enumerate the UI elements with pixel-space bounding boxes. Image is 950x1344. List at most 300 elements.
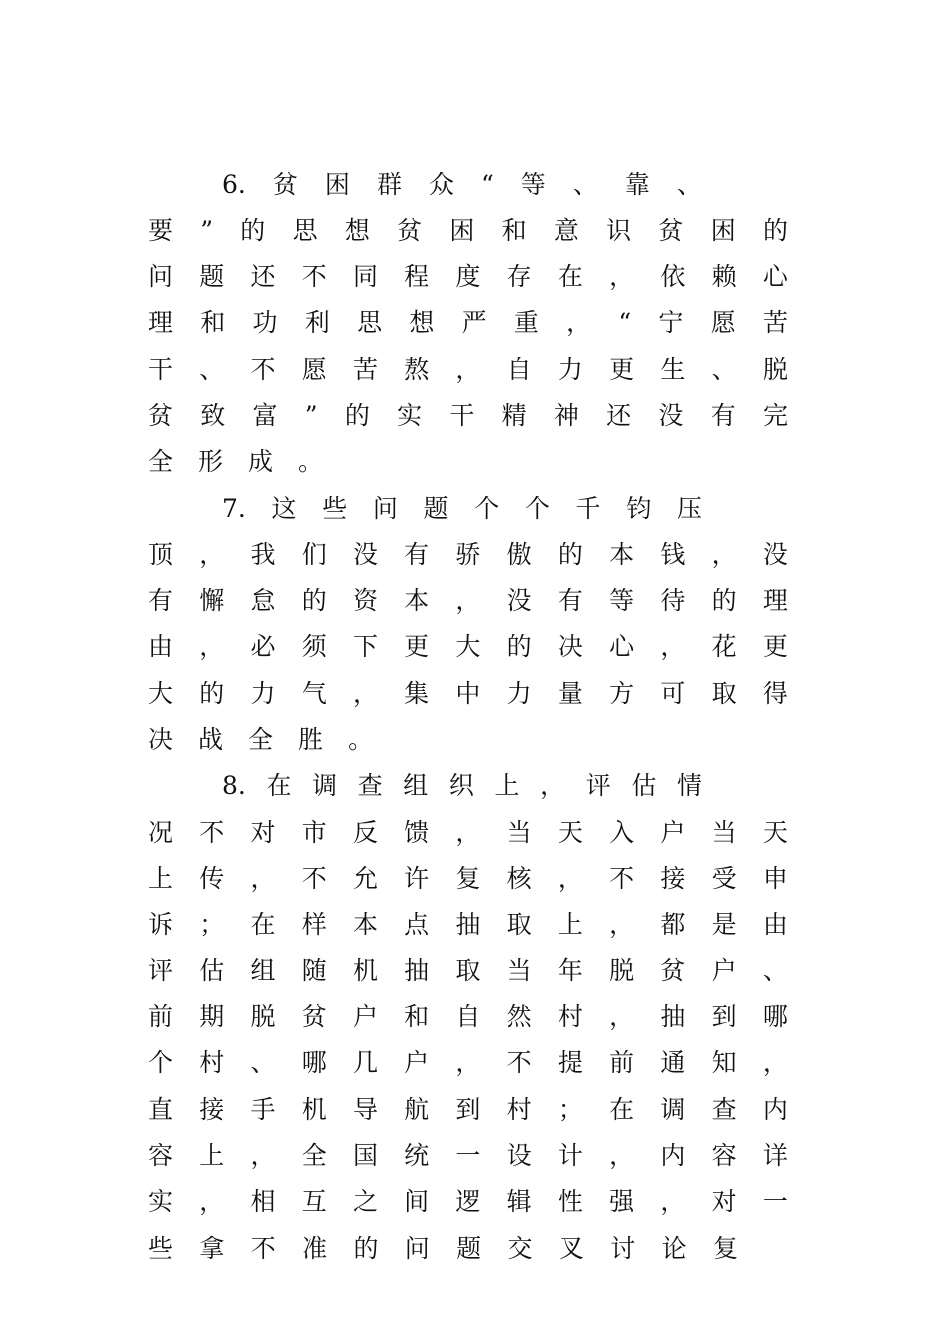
text-glyph: 设 [506, 1141, 532, 1170]
text-glyph: 有 [710, 401, 736, 430]
text-glyph: 理 [148, 308, 174, 337]
text-glyph: 详 [762, 1141, 788, 1170]
text-line [148, 439, 788, 485]
text-glyph: 机 [301, 1095, 327, 1124]
text-glyph: 接 [199, 1095, 225, 1124]
text-glyph: 困 [324, 170, 350, 199]
text-glyph: 户 [352, 1002, 378, 1031]
text-glyph: 户 [404, 1048, 430, 1077]
text-glyph: 的 [199, 679, 225, 708]
text-glyph: 问 [372, 494, 398, 523]
text-glyph: 个 [524, 494, 550, 523]
text-glyph: 力 [557, 355, 583, 384]
text-glyph: 精 [501, 401, 527, 430]
text-glyph: ， [455, 355, 481, 384]
text-glyph: 不 [250, 1234, 276, 1263]
text-line [222, 162, 702, 208]
text-line [148, 994, 788, 1040]
text-glyph: 抽 [404, 956, 430, 985]
text-glyph: 傲 [506, 540, 532, 569]
text-glyph: 功 [252, 308, 278, 337]
text-line [148, 578, 788, 624]
text-glyph: 通 [660, 1048, 686, 1077]
text-glyph: 取 [711, 679, 737, 708]
text-glyph: 中 [455, 679, 481, 708]
text-glyph: 有 [148, 586, 174, 615]
text-glyph: 思 [292, 216, 318, 245]
text-glyph: 有 [557, 586, 583, 615]
text-glyph: 更 [609, 355, 635, 384]
text-glyph: 性 [557, 1187, 583, 1216]
text-glyph: 下 [352, 632, 378, 661]
text-glyph: 存 [506, 262, 532, 291]
text-glyph: 申 [762, 864, 788, 893]
text-glyph: 千 [575, 494, 601, 523]
text-line [148, 532, 788, 578]
text-glyph: “ [481, 170, 494, 199]
text-glyph: 必 [250, 632, 276, 661]
text-line [148, 254, 788, 300]
text-glyph: ， [557, 864, 583, 893]
text-glyph: 思 [357, 308, 383, 337]
text-glyph: 还 [250, 262, 276, 291]
text-glyph: 不 [301, 262, 327, 291]
text-glyph: ， [455, 586, 481, 615]
text-glyph: 决 [148, 725, 174, 754]
text-glyph: 手 [250, 1095, 276, 1124]
text-glyph: 没 [352, 540, 378, 569]
text-glyph: 困 [710, 216, 736, 245]
text-glyph: 心 [609, 632, 635, 661]
text-glyph: 群 [376, 170, 402, 199]
text-glyph: 接 [660, 864, 686, 893]
text-glyph: 神 [553, 401, 579, 430]
text-glyph: ， [609, 1002, 635, 1031]
text-glyph: 一 [762, 1187, 788, 1216]
text-glyph: 宁 [658, 308, 684, 337]
text-glyph: 战 [198, 725, 224, 754]
text-glyph: 市 [301, 818, 327, 847]
text-glyph: 前 [609, 1048, 635, 1077]
text-glyph: 抽 [455, 910, 481, 939]
text-line [148, 810, 788, 856]
text-glyph: 力 [506, 679, 532, 708]
text-glyph: 在 [266, 771, 292, 800]
text-glyph: 贫 [660, 956, 686, 985]
text-line [148, 1040, 788, 1086]
text-glyph: 严 [461, 308, 487, 337]
text-glyph: 问 [148, 262, 174, 291]
text-glyph: 村 [199, 1048, 225, 1077]
text-glyph: 对 [711, 1187, 737, 1216]
text-glyph: 更 [404, 632, 430, 661]
text-glyph: 须 [301, 632, 327, 661]
text-glyph: 许 [404, 864, 430, 893]
text-glyph: 容 [711, 1141, 737, 1170]
text-glyph: 脱 [609, 956, 635, 985]
text-glyph: ， [199, 540, 225, 569]
text-glyph: 本 [609, 540, 635, 569]
text-glyph: 得 [762, 679, 788, 708]
text-line [148, 208, 788, 254]
text-glyph: 本 [352, 910, 378, 939]
text-glyph: 困 [449, 216, 475, 245]
text-glyph: 然 [506, 1002, 532, 1031]
text-line [148, 671, 788, 717]
text-glyph: 方 [609, 679, 635, 708]
text-glyph: 8. [222, 771, 246, 800]
text-glyph: 些 [322, 494, 348, 523]
text-glyph: 愿 [710, 308, 736, 337]
text-glyph: 当 [506, 956, 532, 985]
text-glyph: ， [609, 910, 635, 939]
text-glyph: 题 [456, 1234, 482, 1263]
text-line [222, 763, 702, 809]
text-glyph: 自 [506, 355, 532, 384]
text-glyph: ； [557, 1095, 583, 1124]
text-glyph: 交 [507, 1234, 533, 1263]
text-glyph: 没 [506, 586, 532, 615]
text-glyph: 知 [711, 1048, 737, 1077]
text-glyph: 和 [404, 1002, 430, 1031]
text-line [148, 1179, 788, 1225]
text-glyph: 是 [711, 910, 737, 939]
text-glyph: 天 [762, 818, 788, 847]
text-glyph: ； [199, 910, 225, 939]
text-glyph: 辑 [506, 1187, 532, 1216]
text-glyph: 上 [494, 771, 520, 800]
text-line [148, 393, 788, 439]
text-glyph: 上 [199, 1141, 225, 1170]
text-glyph: “ [618, 308, 632, 337]
text-glyph: 完 [762, 401, 788, 430]
text-glyph: 核 [506, 864, 532, 893]
text-glyph: 贫 [272, 170, 298, 199]
text-glyph: 苦 [762, 308, 788, 337]
text-glyph: 上 [557, 910, 583, 939]
text-glyph: 理 [762, 586, 788, 615]
text-glyph: 题 [423, 494, 449, 523]
text-glyph: 年 [557, 956, 583, 985]
text-glyph: 情 [676, 771, 702, 800]
text-glyph: 反 [352, 818, 378, 847]
text-glyph: 利 [304, 308, 330, 337]
text-glyph: 题 [199, 262, 225, 291]
text-glyph: 。 [348, 725, 374, 754]
text-glyph: 抽 [660, 1002, 686, 1031]
text-glyph: 问 [404, 1234, 430, 1263]
text-line [148, 717, 788, 763]
text-glyph: ， [250, 1141, 276, 1170]
text-glyph: 论 [661, 1234, 687, 1263]
text-glyph: ， [540, 771, 566, 800]
text-glyph: 天 [557, 818, 583, 847]
text-glyph: 组 [403, 771, 429, 800]
text-glyph: 富 [252, 401, 278, 430]
text-line [148, 347, 788, 393]
text-glyph: 在 [250, 910, 276, 939]
text-glyph: 贫 [148, 401, 174, 430]
text-glyph: ， [566, 308, 592, 337]
text-glyph: 心 [762, 262, 788, 291]
text-glyph: 间 [404, 1187, 430, 1216]
text-glyph: 不 [609, 864, 635, 893]
text-glyph: 全 [148, 447, 174, 476]
text-glyph: 查 [357, 771, 383, 800]
text-glyph: 调 [312, 771, 338, 800]
text-glyph: 胜 [298, 725, 324, 754]
text-glyph: 的 [557, 540, 583, 569]
text-glyph: 复 [712, 1234, 738, 1263]
text-glyph: 钧 [626, 494, 652, 523]
text-glyph: ” [200, 216, 214, 245]
text-glyph: 组 [250, 956, 276, 985]
text-glyph: 不 [250, 355, 276, 384]
text-glyph: 允 [352, 864, 378, 893]
text-glyph: 几 [352, 1048, 378, 1077]
text-glyph: 资 [352, 586, 378, 615]
text-glyph: 愿 [301, 355, 327, 384]
text-glyph: 干 [449, 401, 475, 430]
text-glyph: 没 [658, 401, 684, 430]
text-glyph: 形 [198, 447, 224, 476]
text-glyph: 叉 [558, 1234, 584, 1263]
text-glyph: 入 [609, 818, 635, 847]
text-glyph: 这 [271, 494, 297, 523]
text-glyph: 内 [762, 1095, 788, 1124]
text-glyph: 由 [148, 632, 174, 661]
text-glyph: 计 [557, 1141, 583, 1170]
text-glyph: 的 [506, 632, 532, 661]
text-glyph: 钱 [660, 540, 686, 569]
text-glyph: 村 [506, 1095, 532, 1124]
text-glyph: 花 [711, 632, 737, 661]
text-glyph: 由 [762, 910, 788, 939]
text-glyph: 自 [455, 1002, 481, 1031]
text-glyph: 到 [455, 1095, 481, 1124]
text-glyph: 程 [404, 262, 430, 291]
text-glyph: 诉 [148, 910, 174, 939]
text-glyph: 当 [506, 818, 532, 847]
text-glyph: 和 [200, 308, 226, 337]
text-glyph: 识 [606, 216, 632, 245]
text-glyph: 们 [301, 540, 327, 569]
text-glyph: 生 [660, 355, 686, 384]
text-glyph: 集 [404, 679, 430, 708]
text-glyph: 在 [609, 1095, 635, 1124]
text-line [148, 1087, 788, 1133]
text-glyph: ， [660, 632, 686, 661]
text-glyph: 况 [148, 818, 174, 847]
text-glyph: 我 [250, 540, 276, 569]
text-line [148, 624, 788, 670]
text-glyph: 之 [352, 1187, 378, 1216]
text-glyph: 受 [711, 864, 737, 893]
text-glyph: 不 [199, 818, 225, 847]
text-glyph: 容 [148, 1141, 174, 1170]
text-glyph: 懈 [199, 586, 225, 615]
text-line [148, 300, 788, 346]
text-glyph: 量 [557, 679, 583, 708]
text-glyph: 待 [660, 586, 686, 615]
text-glyph: ， [660, 1187, 686, 1216]
text-glyph: 骄 [455, 540, 481, 569]
text-glyph: 贫 [658, 216, 684, 245]
text-line [148, 1226, 738, 1272]
text-glyph: 个 [474, 494, 500, 523]
text-line [222, 486, 702, 532]
text-glyph: 哪 [301, 1048, 327, 1077]
text-glyph: 想 [409, 308, 435, 337]
text-glyph: 致 [200, 401, 226, 430]
text-glyph: ， [711, 540, 737, 569]
text-glyph: 、 [572, 170, 598, 199]
text-glyph: 力 [250, 679, 276, 708]
text-glyph: 有 [404, 540, 430, 569]
text-glyph: 想 [344, 216, 370, 245]
text-glyph: 些 [148, 1234, 174, 1263]
text-glyph: 直 [148, 1095, 174, 1124]
text-glyph: 到 [711, 1002, 737, 1031]
text-glyph: 依 [660, 262, 686, 291]
text-glyph: ， [455, 818, 481, 847]
text-glyph: 户 [660, 818, 686, 847]
text-glyph: 的 [353, 1234, 379, 1263]
text-glyph: 互 [301, 1187, 327, 1216]
text-glyph: 评 [585, 771, 611, 800]
text-glyph: 评 [148, 956, 174, 985]
text-glyph: 复 [455, 864, 481, 893]
text-glyph: ， [250, 864, 276, 893]
text-glyph: 一 [455, 1141, 481, 1170]
text-glyph: 顶 [148, 540, 174, 569]
text-glyph: 点 [404, 910, 430, 939]
text-glyph: 传 [199, 864, 225, 893]
text-glyph: 前 [148, 1002, 174, 1031]
text-glyph: 怠 [250, 586, 276, 615]
text-glyph: 实 [397, 401, 423, 430]
text-glyph: 要 [148, 216, 174, 245]
text-glyph: 不 [506, 1048, 532, 1077]
text-glyph: 等 [609, 586, 635, 615]
text-glyph: 户 [711, 956, 737, 985]
text-glyph: 同 [352, 262, 378, 291]
text-glyph: 的 [240, 216, 266, 245]
text-glyph: 大 [148, 679, 174, 708]
text-glyph: 苦 [352, 355, 378, 384]
text-glyph: 都 [660, 910, 686, 939]
text-glyph: 相 [250, 1187, 276, 1216]
text-glyph: 期 [199, 1002, 225, 1031]
text-glyph: 等 [520, 170, 546, 199]
text-glyph: 脱 [250, 1002, 276, 1031]
text-glyph: 的 [762, 216, 788, 245]
text-glyph: 馈 [404, 818, 430, 847]
text-glyph: 查 [711, 1095, 737, 1124]
text-glyph: 调 [660, 1095, 686, 1124]
text-glyph: 7. [222, 494, 246, 523]
text-glyph: 国 [352, 1141, 378, 1170]
text-glyph: 。 [298, 447, 324, 476]
text-glyph: 、 [199, 355, 225, 384]
text-glyph: 、 [676, 170, 702, 199]
text-glyph: 压 [676, 494, 702, 523]
text-glyph: 在 [557, 262, 583, 291]
text-glyph: 逻 [455, 1187, 481, 1216]
text-glyph: 估 [631, 771, 657, 800]
text-glyph: 可 [660, 679, 686, 708]
text-glyph: 意 [553, 216, 579, 245]
text-glyph: 气 [301, 679, 327, 708]
text-glyph: 提 [557, 1048, 583, 1077]
text-line [148, 1133, 788, 1179]
text-glyph: ， [455, 1048, 481, 1077]
text-glyph: 内 [660, 1141, 686, 1170]
text-line [148, 902, 788, 948]
text-line [148, 948, 788, 994]
text-glyph: 的 [344, 401, 370, 430]
text-glyph: 赖 [711, 262, 737, 291]
text-glyph: 决 [557, 632, 583, 661]
text-glyph: 熬 [404, 355, 430, 384]
text-glyph: 的 [711, 586, 737, 615]
text-glyph: 、 [762, 956, 788, 985]
text-glyph: 靠 [624, 170, 650, 199]
text-glyph: 上 [148, 864, 174, 893]
text-glyph: ， [609, 262, 635, 291]
text-glyph: ， [199, 1187, 225, 1216]
text-glyph: 随 [301, 956, 327, 985]
text-glyph: 统 [404, 1141, 430, 1170]
text-glyph: 本 [404, 586, 430, 615]
text-glyph: 机 [352, 956, 378, 985]
text-glyph: 6. [222, 170, 246, 199]
text-glyph: 、 [250, 1048, 276, 1077]
text-glyph: 众 [428, 170, 454, 199]
text-glyph: 拿 [199, 1234, 225, 1263]
text-glyph: 导 [352, 1095, 378, 1124]
text-glyph: ， [199, 632, 225, 661]
text-glyph: 对 [250, 818, 276, 847]
text-glyph: 讨 [610, 1234, 636, 1263]
text-glyph: 成 [248, 447, 274, 476]
text-glyph: 样 [301, 910, 327, 939]
text-glyph: 的 [301, 586, 327, 615]
text-glyph: 、 [711, 355, 737, 384]
text-glyph: 大 [455, 632, 481, 661]
text-glyph: 估 [199, 956, 225, 985]
text-glyph: 还 [606, 401, 632, 430]
text-line [148, 856, 788, 902]
text-glyph: 村 [557, 1002, 583, 1031]
text-glyph: 干 [148, 355, 174, 384]
text-glyph: 取 [506, 910, 532, 939]
text-glyph: 取 [455, 956, 481, 985]
text-glyph: 全 [301, 1141, 327, 1170]
text-glyph: 贫 [397, 216, 423, 245]
text-glyph: 更 [762, 632, 788, 661]
text-glyph: 织 [448, 771, 474, 800]
text-glyph: 哪 [762, 1002, 788, 1031]
text-glyph: 个 [148, 1048, 174, 1077]
text-glyph: 全 [248, 725, 274, 754]
text-glyph: 没 [762, 540, 788, 569]
text-glyph: 度 [455, 262, 481, 291]
text-glyph: 和 [501, 216, 527, 245]
text-glyph: 强 [609, 1187, 635, 1216]
text-glyph: 当 [711, 818, 737, 847]
text-glyph: ， [352, 679, 378, 708]
